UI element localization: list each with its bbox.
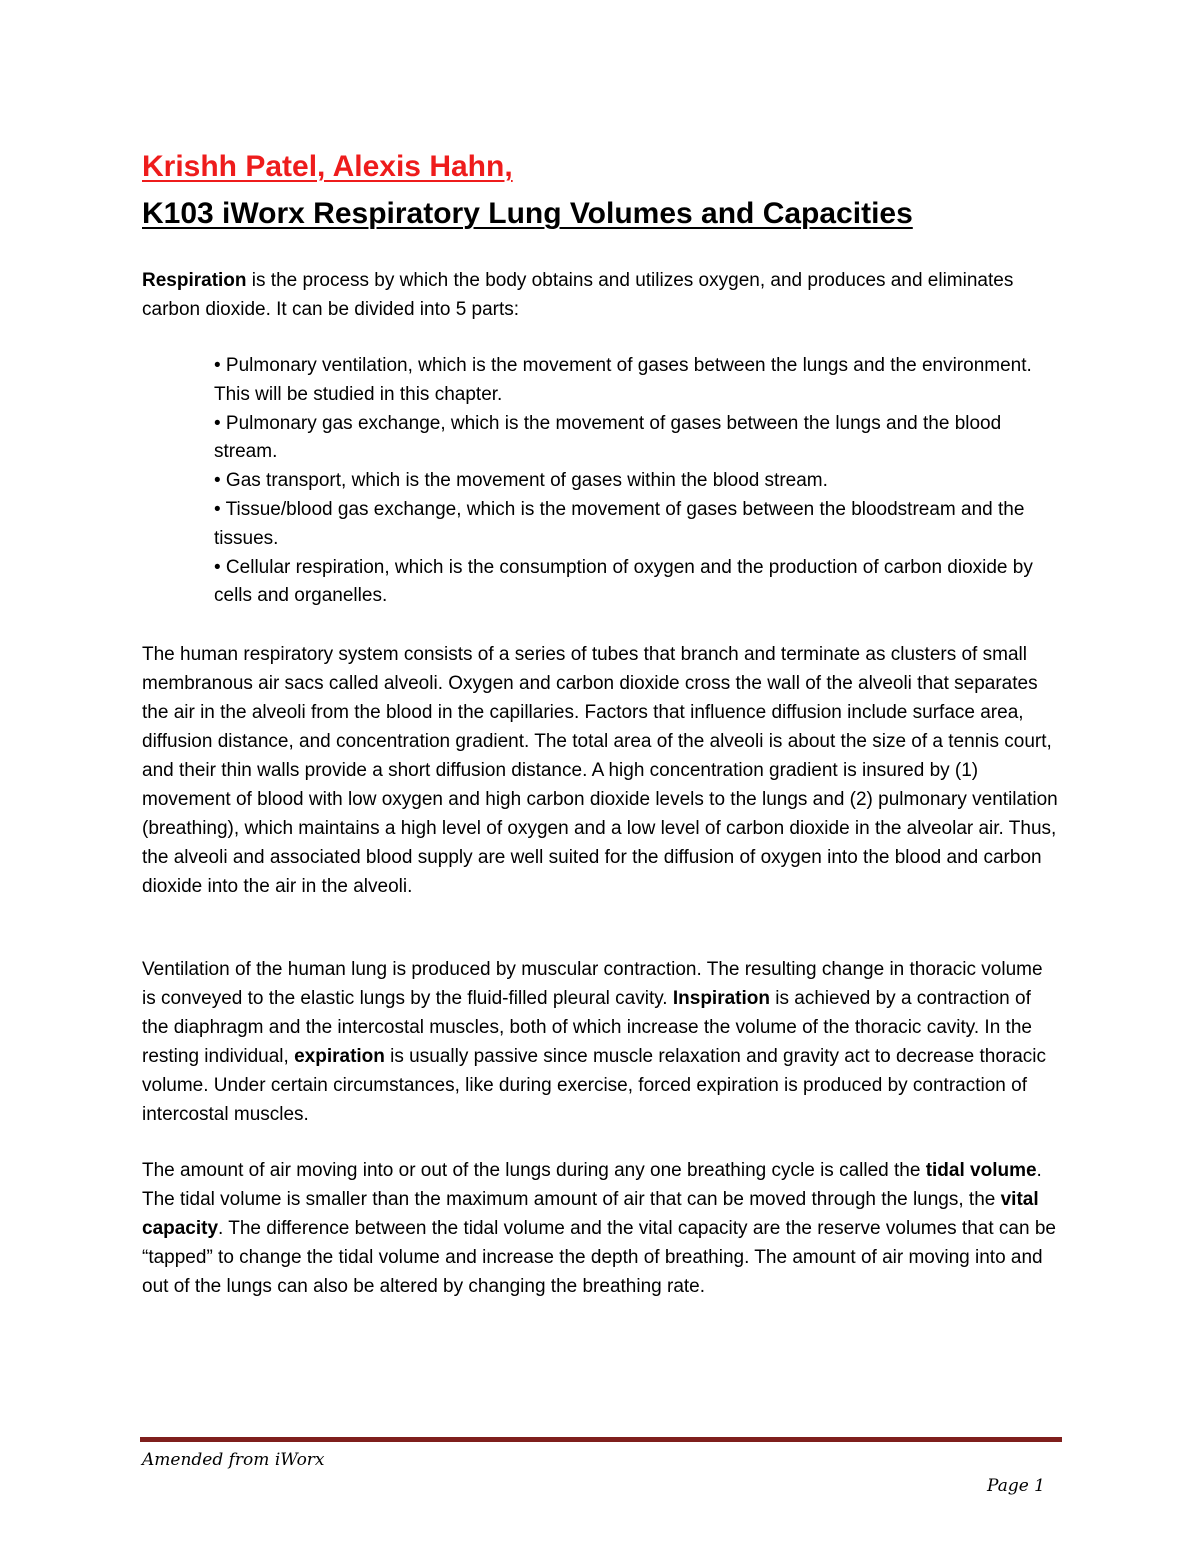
intro-text: is the process by which the body obtains and utilizes oxygen, and produces and eliminates carbon dioxide. It can be divided into 5 parts: — [142, 270, 1014, 320]
tidal-text-1: The amount of air moving into or out of the lungs during any one breathing cycle is called the — [142, 1160, 926, 1181]
list-item: • Pulmonary gas exchange, which is the movement of gases between the lungs and the blood stream. — [214, 412, 1002, 463]
ventilation-text-1: Ventilation of the human lung is produced by muscular contraction. The resulting change in thoracic volume is conveyed to the elastic lungs by the fluid-filled pleural cavity. — [142, 959, 1043, 1009]
list-item: • Cellular respiration, which is the consumption of oxygen and the production of carbon dioxide by cells and organelles. — [214, 556, 1033, 607]
footer-divider — [140, 1437, 1062, 1442]
list-item: • Pulmonary ventilation, which is the movement of gases between the lungs and the environment. This will be studied in this chapter. — [214, 355, 1032, 405]
inspiration-term: Inspiration — [672, 988, 770, 1009]
footer-source-note: Amended from iWorx — [142, 1450, 325, 1470]
tidal-volume-term: tidal volume — [925, 1160, 1037, 1181]
vital-capacity-term: vital capacity — [142, 1189, 1039, 1239]
expiration-term: expiration — [294, 1046, 385, 1067]
ventilation-text-3: is usually passive since muscle relaxation and gravity act to decrease thoracic volume. Under certain circumstances, like during exercise, forced expiration is produced by contraction of intercostal muscles. — [142, 1046, 1047, 1125]
authors-heading: Krishh Patel, Alexis Hahn, — [142, 150, 513, 183]
intro-paragraph — [142, 266, 1060, 324]
tidal-text-2: . The tidal volume is smaller than the maximum amount of air that can be moved through the lungs, the — [142, 1160, 1042, 1210]
document-title: K103 iWorx Respiratory Lung Volumes and Capacities — [142, 197, 913, 230]
list-item: • Tissue/blood gas exchange, which is the movement of gases between the bloodstream and the tissues. — [214, 498, 1025, 549]
respiration-parts-list — [214, 352, 1060, 611]
tidal-volume-paragraph — [142, 1156, 1060, 1301]
respiratory-system-paragraph: The human respiratory system consists of a series of tubes that branch and terminate as clusters of small membranous air sacs called alveoli. Oxygen and carbon dioxide cross the wall of the alveoli that separates the air in the alveoli from the blood in the capillaries. Factors that influence diffusion include surface area, diffusion distance, and concentration gradient. The total area of the alveoli is about the size of a tennis court, and their thin walls provide a short diffusion distance. A high concentration gradient is insured by (1) movement of blood with low oxygen and high carbon dioxide levels to the lungs and (2) pulmonary ventilation (breathing), which maintains a high level of oxygen and a low level of carbon dioxide in the alveolar air. Thus, the alveoli and associated blood supply are well suited for the diffusion of oxygen into the blood and carbon dioxide into the air in the alveoli. — [142, 644, 1058, 897]
ventilation-text-2: is achieved by a contraction of the diaphragm and the intercostal muscles, both of which increase the volume of the thoracic cavity. In the resting individual, — [142, 988, 1032, 1067]
tidal-text-3: . The difference between the tidal volume and the vital capacity are the reserve volumes that can be “tapped” to change the tidal volume and increase the depth of breathing. The amount of air moving into and out of the lungs can also be altered by changing the breathing rate. — [142, 1218, 1056, 1297]
page-number: Page 1 — [987, 1476, 1045, 1496]
list-item: • Gas transport, which is the movement of gases within the blood stream. — [214, 470, 828, 492]
intro-term: Respiration — [142, 270, 247, 291]
ventilation-paragraph — [142, 955, 1060, 1129]
